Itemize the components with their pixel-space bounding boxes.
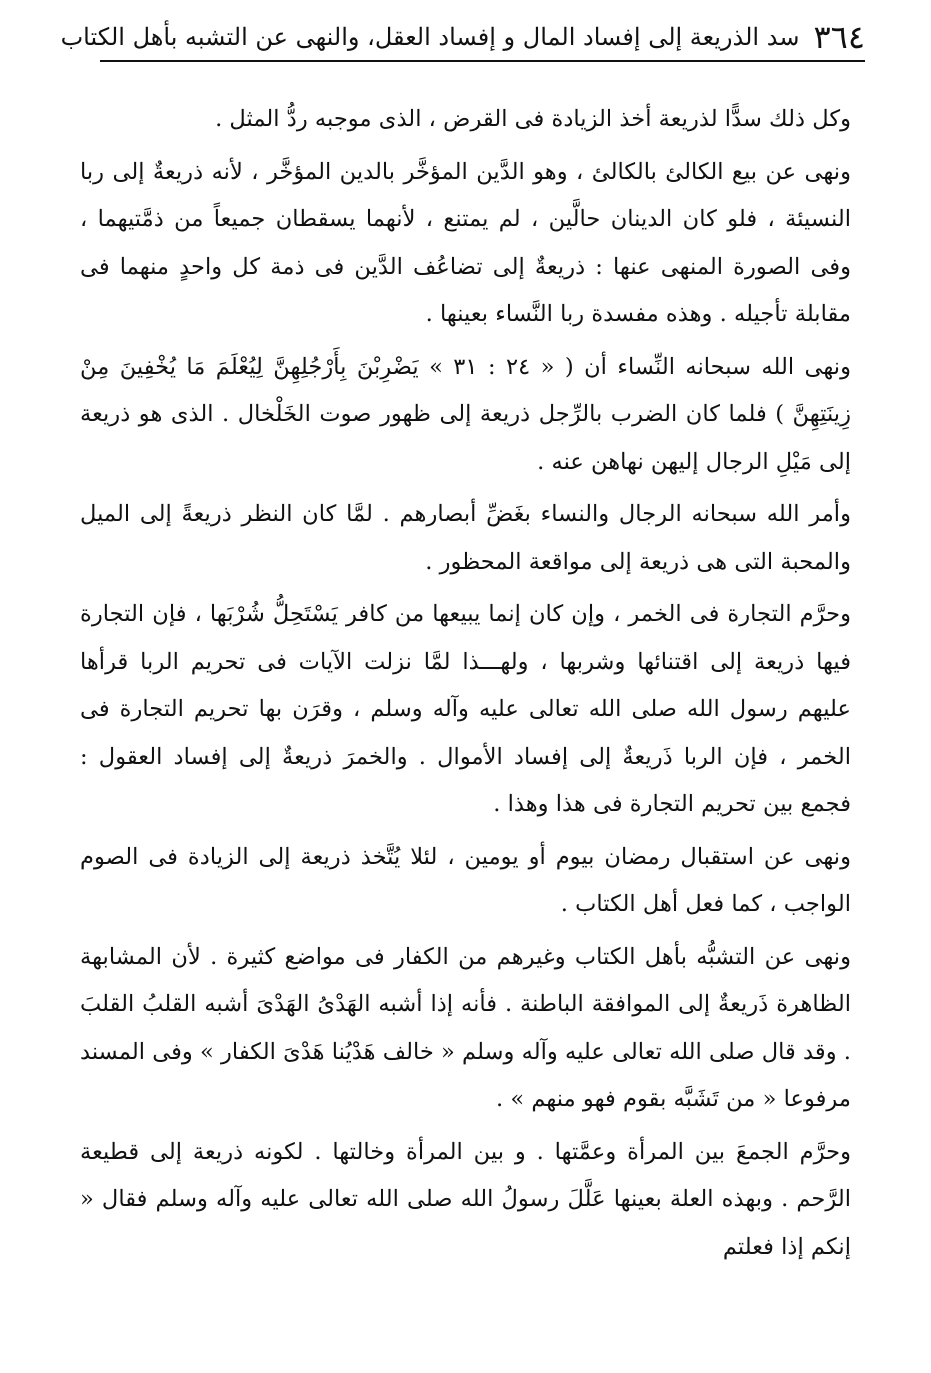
paragraph: وحرَّم الجمعَ بين المرأة وعمَّتها . و بين المرأة وخالتها . لكونه ذريعة إلى قطيعة الرَّحم . وبهذه العلة بعينها عَلَّلَ رسولُ الله صلى الله تعالى عليه وآله وسلم فقال « إنكم إذا فعلتم <box>80 1138 851 1260</box>
page-number: ٣٦٤ <box>813 18 865 56</box>
paragraph: وكل ذلك سدًّا لذريعة أخذ الزيادة فى القرض ، الذى موجبه ردُّ المثل . <box>215 106 851 132</box>
running-title: سد الذريعة إلى إفساد المال و إفساد العقل، والنهى عن التشبه بأهل الكتاب <box>60 23 800 51</box>
paragraph: ونهى عن التشبُّه بأهل الكتاب وغيرهم من الكفار فى مواضع كثيرة . لأن المشابهة الظاهرة ذَريعةٌ إلى الموافقة الباطنة . فأنه إذا أشبه الهَدْىُ الهَدْىَ أشبه القلبُ القلبَ . وقد قال صلى الله تعالى عليه وآله وسلم « خالف هَدْيُنا هَدْىَ الكفار » وفى المسند مرفوعا « من تَشَبَّه بقوم فهو منهم » . <box>80 943 851 1112</box>
paragraph: وأمر الله سبحانه الرجال والنساء بغَضِّ أبصارهم . لمَّا كان النظر ذريعةً إلى الميل والمحبة التى هى ذريعة إلى مواقعة المحظور . <box>80 501 851 575</box>
paragraph: ونهى عن بيع الكالئ بالكالئ ، وهو الدَّين المؤخَّر بالدين المؤخَّر ، لأنه ذريعةٌ إلى ربا النسيئة ، فلو كان الدينان حالَّين ، لم يمتنع ، لأنهما يسقطان جميعاً من ذمَّتيهما ، وفى الصورة المنهى عنها : ذريعةٌ إلى تضاعُف الدَّين فى ذمة كل واحدٍ منهما فى مقابلة تأجيله . وهذه مفسدة ربا النَّساء بعينها . <box>80 158 851 327</box>
paragraph: وحرَّم التجارة فى الخمر ، وإن كان إنما يبيعها من كافر يَسْتَحِلُّ شُرْبَها ، فإن التجارة فيها ذريعة إلى اقتنائها وشربها ، ولهـــذا لمَّا نزلت الآيات فى تحريم الربا قرأها عليهم رسول الله صلى الله تعالى عليه وآله وسلم ، وقرَن بها تحريم التجارة فى الخمر ، فإن الربا ذَريعةٌ إلى إفساد الأموال . والخمرَ ذريعةٌ إلى إفساد العقول : فجمع بين تحريم التجارة فى هذا وهذا . <box>80 601 851 817</box>
page-header <box>60 14 865 62</box>
paragraph: ونهى الله سبحانه النِّساء أن ( « ٢٤ : ٣١ » يَضْرِبْنَ بِأَرْجُلِهِنَّ لِيُعْلَمَ مَا يُخْفِينَ مِنْ زِينَتِهِنَّ ) فلما كان الضرب بالرِّجل ذريعة إلى ظهور صوت الخَلْخال . الذى هو ذريعة إلى مَيْلِ الرجال إليهن نهاهن عنه . <box>80 353 851 475</box>
body-text <box>80 96 851 1271</box>
paragraph: ونهى عن استقبال رمضان بيوم أو يومين ، لئلا يُتَّخذ ذريعة إلى الزيادة فى الصوم الواجب ، كما فعل أهل الكتاب . <box>80 843 851 917</box>
